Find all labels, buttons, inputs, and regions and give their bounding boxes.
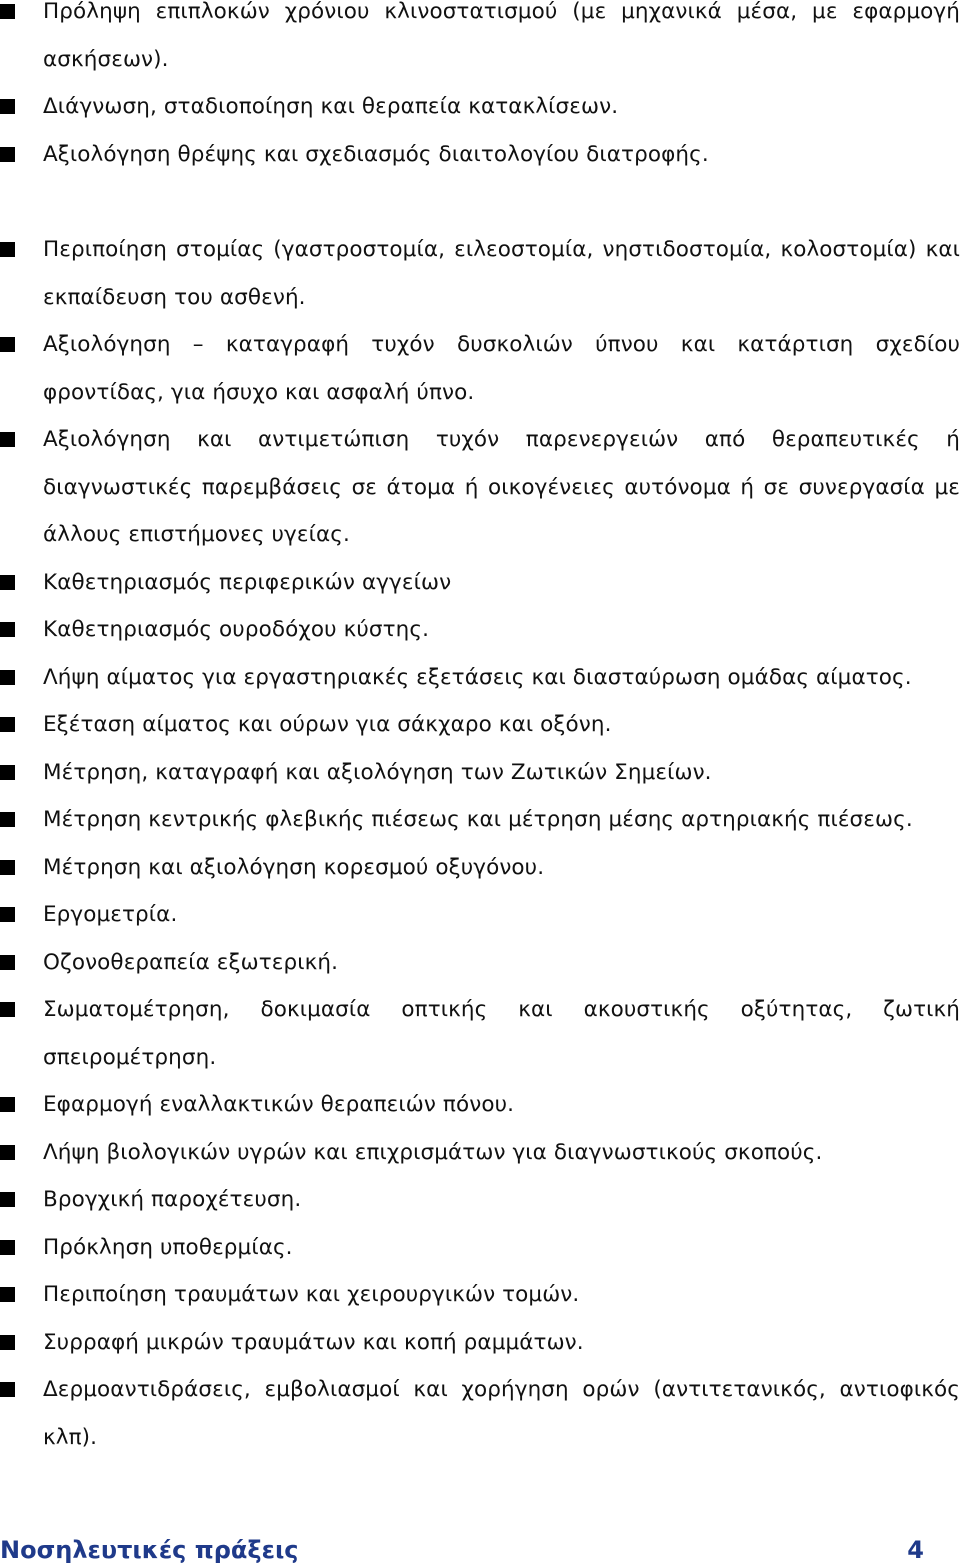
list-item xyxy=(0,796,960,844)
list-item-text: Βρογχική παροχέτευση. xyxy=(43,1187,302,1212)
square-bullet-icon xyxy=(0,575,15,590)
square-bullet-icon xyxy=(0,1335,15,1350)
list-item xyxy=(0,749,960,797)
square-bullet-icon xyxy=(0,765,15,780)
list-item xyxy=(0,1319,960,1367)
list-item xyxy=(0,606,960,654)
page-footer xyxy=(0,1532,960,1568)
list-item-text: Οζονοθεραπεία εξωτερική. xyxy=(43,949,339,975)
square-bullet-icon xyxy=(0,907,15,922)
list-item-text: Αξιολόγηση – καταγραφή τυχόν δυσκολιών ύπνου και κατάρτιση σχεδίου φροντίδας, για ήσυχο και ασφαλή ύπνο. xyxy=(43,332,960,405)
list-item xyxy=(0,1176,960,1224)
list-item xyxy=(0,1271,960,1319)
square-bullet-icon xyxy=(0,1287,15,1302)
list-item-text: Πρόληψη επιπλοκών χρόνιου κλινοστατισμού (με μηχανικά μέσα, με εφαρμογή ασκήσεων). xyxy=(43,0,960,72)
list-item-text: Διάγνωση, σταδιοποίηση και θεραπεία κατακλίσεων. xyxy=(43,94,619,119)
list-item-text: Μέτρηση, καταγραφή και αξιολόγηση των Ζωτικών Σημείων. xyxy=(43,759,712,785)
list-item xyxy=(0,844,960,892)
list-item xyxy=(0,1129,960,1177)
square-bullet-icon xyxy=(0,1002,15,1017)
square-bullet-icon xyxy=(0,147,15,162)
list-item-text: Μέτρηση και αξιολόγηση κορεσμού οξυγόνου. xyxy=(43,854,545,880)
list-item-text: Εφαρμογή εναλλακτικών θεραπειών πόνου. xyxy=(43,1092,515,1117)
square-bullet-icon xyxy=(0,337,15,352)
list-item xyxy=(0,131,960,179)
list-spacer xyxy=(0,178,960,226)
list-item xyxy=(0,1366,960,1461)
list-item-text: Λήψη βιολογικών υγρών και επιχρισμάτων για διαγνωστικούς σκοπούς. xyxy=(43,1139,823,1165)
list-item-text: Συρραφή μικρών τραυμάτων και κοπή ραμμάτων. xyxy=(43,1329,584,1355)
square-bullet-icon xyxy=(0,717,15,732)
list-item-text: Λήψη αίματος για εργαστηριακές εξετάσεις και διασταύρωση ομάδας αίματος. xyxy=(43,664,912,690)
list-item xyxy=(0,1081,960,1129)
list-item xyxy=(0,891,960,939)
square-bullet-icon xyxy=(0,1192,15,1207)
list-item xyxy=(0,986,960,1081)
square-bullet-icon xyxy=(0,1382,15,1397)
list-item-text: Δερμοαντιδράσεις, εμβολιασμοί και χορήγηση ορών (αντιτετανικός, αντιοφικός κλπ). xyxy=(43,1377,960,1450)
list-item-text: Αξιολόγηση και αντιμετώπιση τυχόν παρενεργειών από θεραπευτικές ή διαγνωστικές παρεμβάσεις σε άτομα ή οικογένειες αυτόνομα ή σε συνεργασία με άλλους επιστήμονες υγείας. xyxy=(43,427,960,547)
list-item xyxy=(0,701,960,749)
list-item xyxy=(0,83,960,131)
list-item xyxy=(0,559,960,607)
list-item xyxy=(0,321,960,416)
square-bullet-icon xyxy=(0,4,15,19)
list-item xyxy=(0,416,960,559)
list-item xyxy=(0,654,960,702)
list-item xyxy=(0,226,960,321)
square-bullet-icon xyxy=(0,955,15,970)
square-bullet-icon xyxy=(0,670,15,685)
list-item-text: Περιποίηση στομίας (γαστροστομία, ειλεοστομία, νηστιδοστομία, κολοστομία) και εκπαίδευση του ασθενή. xyxy=(43,237,960,310)
square-bullet-icon xyxy=(0,1240,15,1255)
square-bullet-icon xyxy=(0,860,15,875)
square-bullet-icon xyxy=(0,99,15,114)
square-bullet-icon xyxy=(0,242,15,257)
list-item-text: Καθετηριασμός περιφερικών αγγείων xyxy=(43,569,452,595)
square-bullet-icon xyxy=(0,432,15,447)
square-bullet-icon xyxy=(0,812,15,827)
list-item-text: Περιποίηση τραυμάτων και χειρουργικών τομών. xyxy=(43,1282,580,1307)
list-item-text: Καθετηριασμός ουροδόχου κύστης. xyxy=(43,617,430,642)
list-item xyxy=(0,1224,960,1272)
footer-title: Νοσηλευτικές πράξεις xyxy=(0,1536,299,1564)
list-item-text: Εξέταση αίματος και ούρων για σάκχαρο και οξόνη. xyxy=(43,712,612,737)
list-item-text: Μέτρηση κεντρικής φλεβικής πιέσεως και μέτρηση μέσης αρτηριακής πιέσεως. xyxy=(43,807,913,832)
list-item-text: Πρόκληση υποθερμίας. xyxy=(43,1234,293,1260)
page-number: 4 xyxy=(907,1536,924,1564)
square-bullet-icon xyxy=(0,1145,15,1160)
list-item-text: Σωματομέτρηση, δοκιμασία οπτικής και ακουστικής οξύτητας, ζωτική σπειρομέτρηση. xyxy=(43,997,960,1070)
list-item xyxy=(0,0,960,83)
list-item xyxy=(0,939,960,987)
list-item-text: Εργομετρία. xyxy=(43,902,178,927)
list-item-text: Αξιολόγηση θρέψης και σχεδιασμός διαιτολογίου διατροφής. xyxy=(43,141,709,167)
square-bullet-icon xyxy=(0,622,15,637)
square-bullet-icon xyxy=(0,1097,15,1112)
